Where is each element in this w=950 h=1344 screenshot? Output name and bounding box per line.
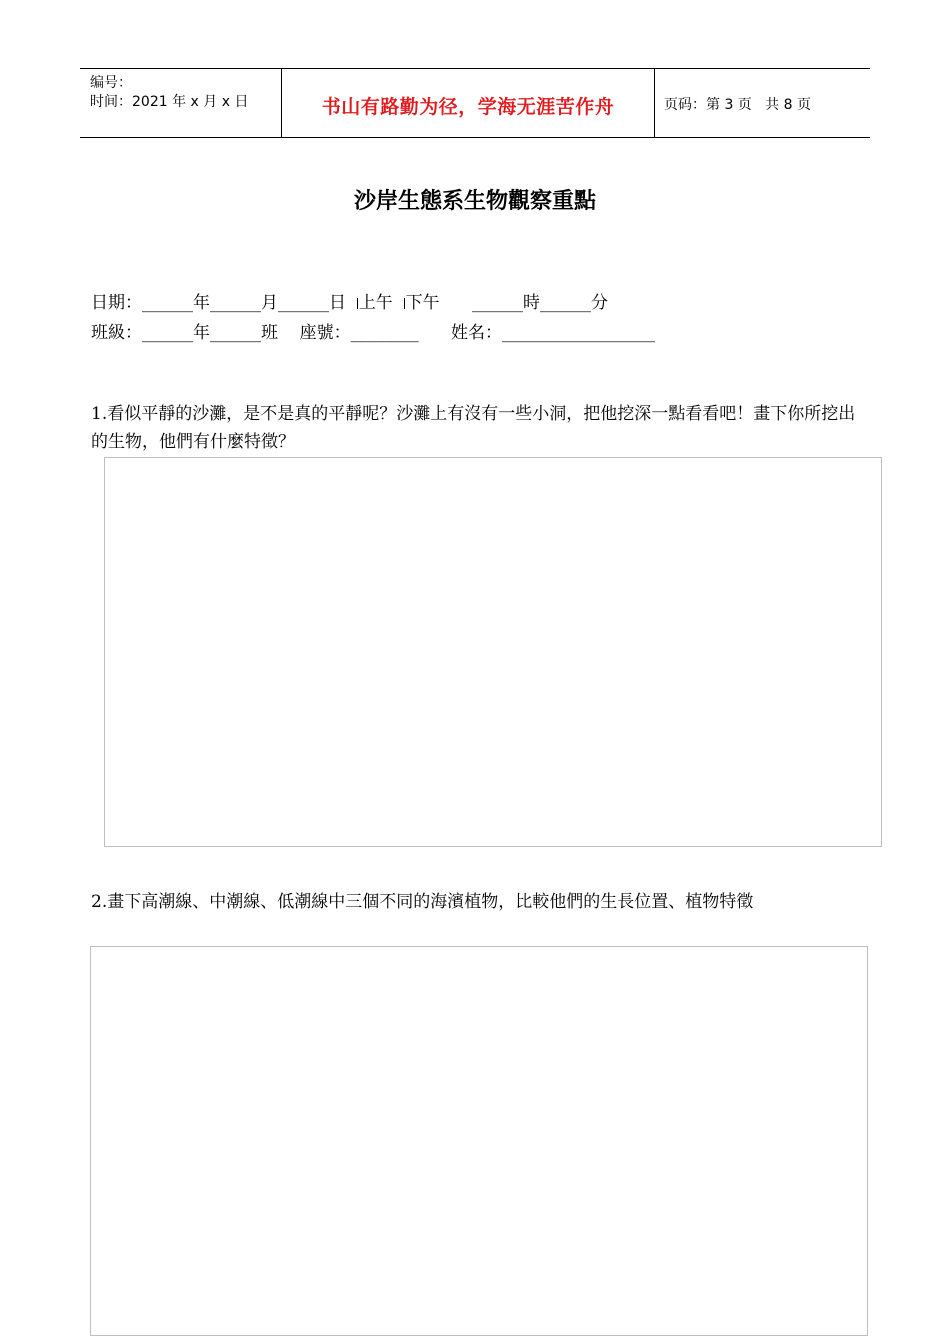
date-fields: 日期：______年______月______日 [91, 293, 357, 313]
class-line: 班級：______年______班 座號：________ 姓名：__________________ [91, 323, 656, 343]
time-label: 时间：2021 年 x 月 x 日 [90, 94, 249, 110]
header-page-cell [655, 69, 870, 137]
answer-box-1[interactable] [104, 457, 882, 847]
document-title: 沙岸生態系生物觀察重點 [353, 188, 596, 214]
motto-text: 书山有路勤为径，学海无涯苦作舟 [321, 96, 615, 118]
answer-box-2[interactable] [90, 946, 868, 1336]
header-meta-cell [80, 69, 282, 137]
question-1: 1.看似平靜的沙灘，是不是真的平靜呢？沙灘上有沒有一些小洞，把他挖深一點看看吧！畫下你所挖出的生物，他們有什麼特徵？ [91, 404, 856, 452]
page-header [80, 68, 870, 138]
question-2: 2.畫下高潮線、中潮線、低潮線中三個不同的海濱植物，比較他們的生長位置、植物特徵 [91, 892, 754, 912]
header-motto-cell [282, 69, 655, 137]
pm-label-time-fields: 下午 ______時______分 [405, 293, 609, 313]
am-label: 上午 [358, 293, 404, 313]
pm-checkbox[interactable] [404, 298, 405, 309]
am-checkbox[interactable] [357, 298, 358, 309]
number-label: 编号： [90, 75, 132, 91]
page-info: 页码：第 3 页 共 8 页 [664, 97, 811, 113]
date-line [91, 288, 608, 313]
